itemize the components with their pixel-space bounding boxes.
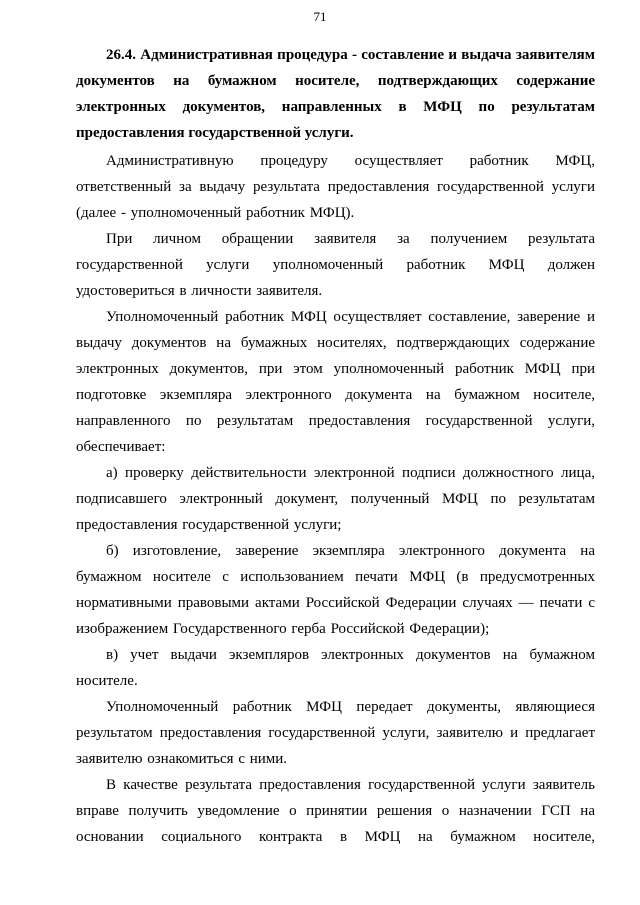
list-item-a: а) проверку действительности электронной подписи должностного лица, подписавшего электронный документ, полученный МФЦ по результатам предоставления государственной услуги; — [76, 465, 595, 533]
paragraph: При личном обращении заявителя за получением результата государственной услуги уполномоченный работник МФЦ должен удостовериться в личности заявителя. — [76, 231, 595, 299]
paragraph: Уполномоченный работник МФЦ передает документы, являющиеся результатом предоставления государственной услуги, заявителю и предлагает заявителю ознакомиться с ними. — [76, 699, 595, 767]
section-title: Административная процедура - составление и выдача заявителям документов на бумажном носителе, подтверждающих содержание электронных документов, направленных в МФЦ по результатам предоставления государственной услуги. — [76, 47, 595, 141]
paragraph: Уполномоченный работник МФЦ осуществляет составление, заверение и выдачу документов на бумажных носителях, подтверждающих содержание электронных документов, при этом уполномоченный работник МФЦ при подготовке экземпляра электронного документа на бумажном носителе, направленного по результатам предоставления государственной услуги, обеспечивает: — [76, 309, 595, 455]
list-item-c: в) учет выдачи экземпляров электронных документов на бумажном носителе. — [76, 647, 595, 689]
document-body — [76, 42, 595, 850]
section-heading — [76, 42, 595, 146]
paragraph: Административную процедуру осуществляет работник МФЦ, ответственный за выдачу результата предоставления государственной услуги (далее - уполномоченный работник МФЦ). — [76, 153, 595, 221]
paragraph-continued: В качестве результата предоставления государственной услуги заявитель вправе получить уведомление о принятии решения о назначении ГСП на основании социального контракта в МФЦ на бумажном носителе, — [76, 777, 595, 845]
section-number: 26.4. — [106, 47, 136, 63]
list-item-b: б) изготовление, заверение экземпляра электронного документа на бумажном носителе с использованием печати МФЦ (в предусмотренных нормативными правовыми актами Российской Федерации случаях — печати с изображением Государственного герба Российской Федерации); — [76, 543, 595, 637]
page-number: 71 — [313, 9, 327, 24]
